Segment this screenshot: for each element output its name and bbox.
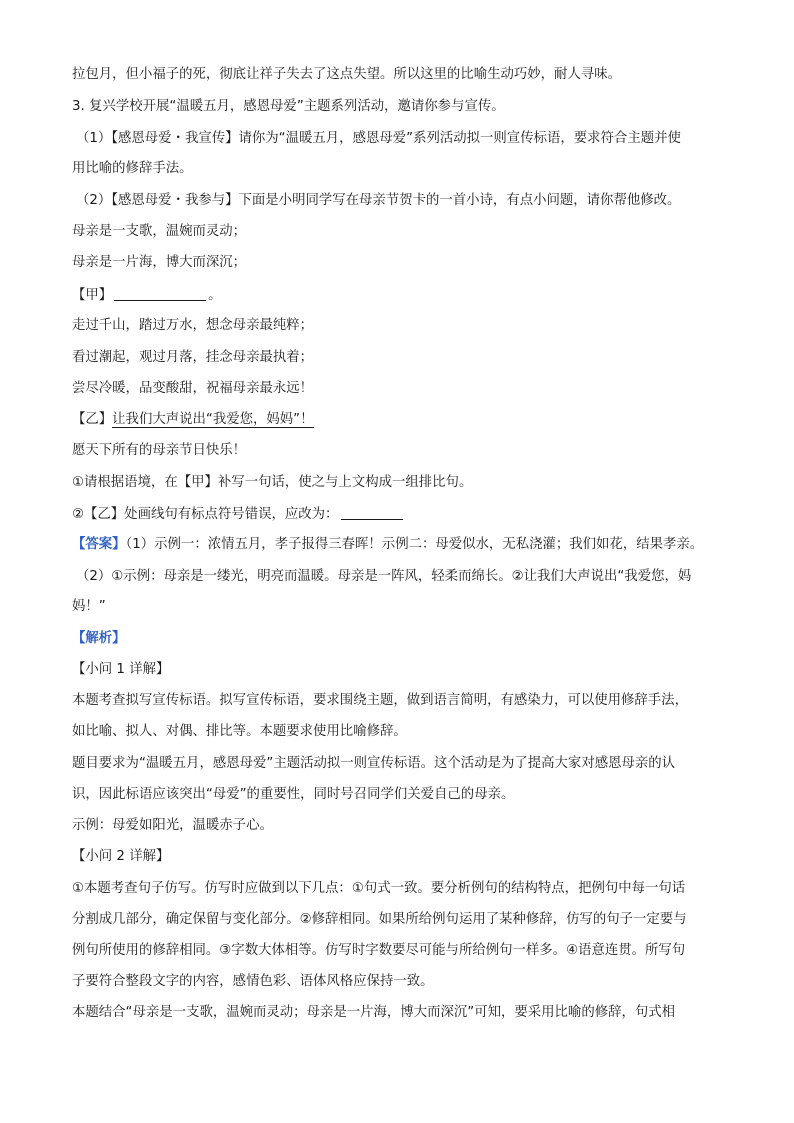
task-2 [72,505,403,524]
poem-line-2: 母亲是一片海，博大而深沉； [72,255,247,270]
jia-blank-field[interactable] [114,286,206,301]
analysis-example: 示例：母爱如阳光，温暖赤子心。 [72,818,273,833]
answer-line-3: 妈！” [72,599,106,614]
task-1: ①请根据语境，在【甲】补写一句话，使之与上文构成一组排比句。 [72,475,473,490]
analysis-text: 本题考查拟写宣传标语。拟写宣传标语，要求围绕主题，做到语言简明，有感染力，可以使用修辞手法， [72,693,688,708]
analysis-text: 分割成几部分，确定保留与变化部分。②修辞相同。如果所给例句运用了某种修辞，仿写的句子一定要与 [72,912,687,927]
poem-line-1: 母亲是一支歌，温婉而灵动； [72,224,247,239]
task-2-text: ②【乙】处画线句有标点符号错误，应改为： [72,507,339,522]
paragraph-line: 拉包月，但小福子的死，彻底让祥子失去了这点失望。所以这里的比喻生动巧妙，耐人寻味。 [72,67,622,82]
jia-label: 【甲】 [72,288,113,303]
analysis-text: 如比喻、拟人、对偶、排比等。本题要求使用比喻修辞。 [72,724,407,739]
subquestion-2: （2）【感恩母爱・我参与】下面是小明同学写在母亲节贺卡的一首小诗，有点小问题，请你帮他修改。 [76,193,681,208]
yi-label: 【乙】 [72,412,113,427]
analysis-label: 【解析】 [72,631,126,646]
sub-1-heading: 【小问 1 详解】 [72,662,170,677]
analysis-text: 题目要求为“温暖五月，感恩母爱”主题活动拟一则宣传标语。这个活动是为了提高大家对感恩母亲的认 [72,756,676,771]
answer-label: 【答案】 [72,537,126,552]
question-3-heading: 3. 复兴学校开展“温暖五月，感恩母爱”主题系列活动，邀请你参与宣传。 [72,99,505,114]
task-2-blank-field[interactable] [341,505,403,520]
analysis-text: ①本题考查句子仿写。仿写时应做到以下几点：①句式一致。要分析例句的结构特点，把例句中每一句话 [72,881,686,896]
answer-text: （1）示例一：浓情五月，孝子报得三春晖！示例二：母爱似水，无私浇灌；我们如花，结果孝亲。 [125,537,704,552]
analysis-text: 识，因此标语应该突出“母爱”的重要性，同时号召同学们关爱自己的母亲。 [72,787,515,802]
poem-line-3: 走过千山，踏过万水，想念母亲最纯粹； [72,318,314,333]
analysis-text: 例句所使用的修辞相同。③字数大体相等。仿写时字数要尽可能与所给例句一样多。④语意连贯。所写句 [72,943,686,958]
poem-line-jia [72,286,222,305]
analysis-text: 子要符合整段文字的内容，感情色彩、语体风格应保持一致。 [72,974,434,989]
poem-line-4: 看过潮起，观过月落，挂念母亲最执着； [72,350,314,365]
jia-period: 。 [208,288,222,303]
subquestion-1: （1）【感恩母爱・我宣传】请你为“温暖五月，感恩母爱”系列活动拟一则宣传标语，要求符合主题并使 [76,131,681,146]
yi-underlined-sentence: 让我们大声说出“我爱您，妈妈”！ [112,412,314,427]
sub-2-heading: 【小问 2 详解】 [72,849,170,864]
poem-line-yi [72,411,314,429]
subquestion-1-cont: 用比喻的修辞手法。 [72,161,193,176]
poem-line-5: 尝尽冷暖，品变酸甜，祝福母亲最永远！ [72,381,314,396]
answer-line [72,536,703,554]
poem-line-6: 愿天下所有的母亲节日快乐！ [72,443,247,458]
answer-line-2: （2）①示例：母亲是一缕光，明亮而温暖。母亲是一阵风，轻柔而绵长。②让我们大声说出“我爱您，妈 [76,569,692,584]
analysis-text: 本题结合“母亲是一支歌，温婉而灵动；母亲是一片海，博大而深沉”可知，要采用比喻的修辞，句式相 [72,1005,676,1020]
